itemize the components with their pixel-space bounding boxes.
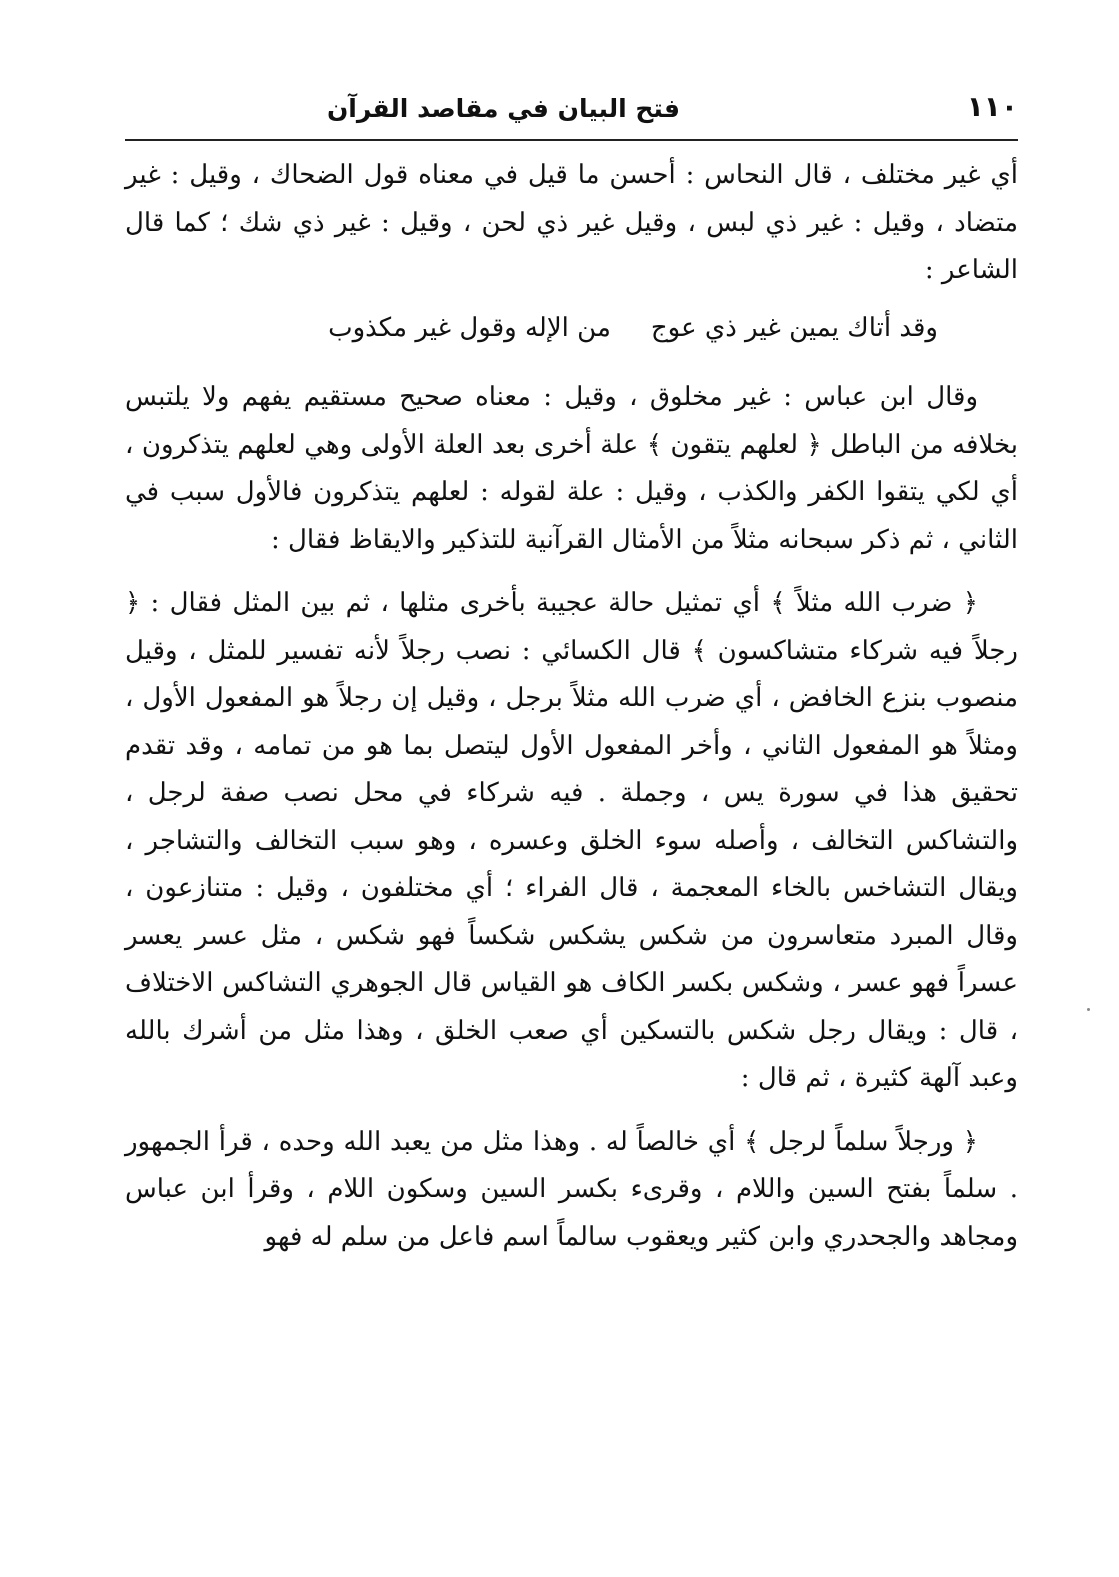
paragraph-spacer bbox=[125, 564, 1018, 580]
paragraph-3: ﴿ ضرب الله مثلاً ﴾ أي تمثيل حالة عجيبة بأخرى مثلها ، ثم بين المثل فقال : ﴿ رجلاً فيه شركاء متشاكسون ﴾ قال الكسائي : نصب رجلاً لأنه تفسير للمثل ، وقيل منصوب بنزع الخافض ، أي ضرب الله مثلاً برجل ، وقيل إن رجلاً هو المفعول الأول ، ومثلاً هو المفعول الثاني ، وأخر المفعول الأول ليتصل بما هو من تمامه ، وقد تقدم تحقيق هذا في سورة يس ، وجملة . فيه شركاء في محل نصب صفة لرجل ، والتشاكس التخالف ، وأصله سوء الخلق وعسره ، وهو سبب التخالف والتشاجر ، ويقال التشاخس بالخاء المعجمة ، قال الفراء ؛ أي مختلفون ، وقيل : متنازعون ، وقال المبرد متعاسرون من شكس يشكس شكساً فهو شكس ، مثل عسر يعسر عسراً فهو عسر ، وشكس بكسر الكاف هو القياس قال الجوهري التشاكس الاختلاف ، قال : ويقال رجل شكس بالتسكين أي صعب الخلق ، وهذا مثل من أشرك بالله وعبد آلهة كثيرة ، ثم قال : bbox=[125, 588, 1018, 1093]
verse-second-hemistich: من الإله وقول غير مكذوب bbox=[328, 312, 611, 343]
paragraph-spacer bbox=[125, 1103, 1018, 1119]
running-title: فتح البيان في مقاصد القرآن bbox=[326, 94, 680, 123]
scan-speck bbox=[1087, 1008, 1090, 1011]
page-header bbox=[125, 86, 1018, 138]
paragraph-4: ﴿ ورجلاً سلماً لرجل ﴾ أي خالصاً له . وهذا مثل من يعبد الله وحده ، قرأ الجمهور . سلماً بفتح السين واللام ، وقرىء بكسر السين وسكون اللام ، وقرأ ابن عباس ومجاهد والجحدري وابن كثير ويعقوب سالماً اسم فاعل من سلم له فهو bbox=[125, 1126, 1018, 1252]
verse-first-hemistich: وقد أتاك يمين غير ذي عوج bbox=[650, 312, 938, 343]
body-text bbox=[125, 152, 1018, 1261]
paragraph-1: أي غير مختلف ، قال النحاس : أحسن ما قيل في معناه قول الضحاك ، وقيل : غير متضاد ، وقيل : غير ذي لبس ، وقيل غير ذي لحن ، وقيل : غير ذي شك ؛ كما قال الشاعر : bbox=[125, 160, 1018, 285]
page-number: ١١٠ bbox=[966, 90, 1018, 123]
paragraph-2: وقال ابن عباس : غير مخلوق ، وقيل : معناه صحيح مستقيم يفهم ولا يلتبس بخلافه من الباطل ﴿ لعلهم يتقون ﴾ علة أخرى بعد العلة الأولى وهي لعلهم يتذكرون ، أي لكي يتقوا الكفر والكذب ، وقيل : علة لقوله : لعلهم يتذكرون فالأول سبب في الثاني ، ثم ذكر سبحانه مثلاً من الأمثال القرآنية للتذكير والايقاظ فقال : bbox=[125, 382, 1018, 555]
poetry-verse bbox=[125, 305, 1018, 353]
header-divider bbox=[125, 139, 1018, 141]
